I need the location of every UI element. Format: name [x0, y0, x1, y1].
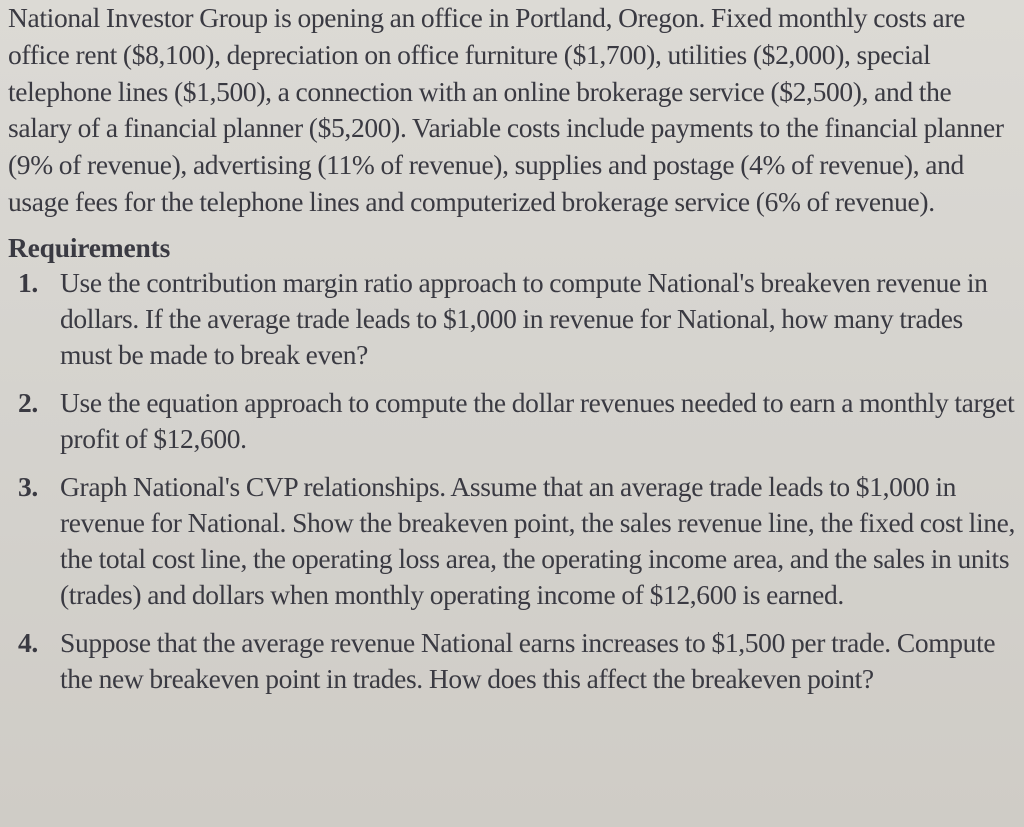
- requirements-heading: Requirements: [8, 231, 171, 263]
- requirement-item-4: [8, 625, 1018, 697]
- requirement-text: Use the contribution margin ratio approach to compute National's breakeven revenue in dollars. If the average trade leads to $1,000 in revenue for National, how many trades must be made to break even?: [60, 266, 988, 370]
- requirement-number: 2.: [18, 386, 38, 418]
- requirements-list: [8, 265, 1018, 697]
- requirement-item-2: [8, 385, 1018, 457]
- problem-intro-paragraph: National Investor Group is opening an office in Portland, Oregon. Fixed monthly costs are office rent ($8,100), depreciation on office furniture ($1,700), utilities ($2,000), special telephone lines ($1,500), a connection with an online brokerage service ($2,500), and the salary of a financial planner ($5,200). Variable costs include payments to the financial planner (9% of revenue), advertising (11% of revenue), supplies and postage (4% of revenue), and usage fees for the telephone lines and computerized brokerage service (6% of revenue).: [8, 2, 1004, 217]
- requirement-number: 4.: [18, 626, 38, 658]
- requirement-item-1: [8, 265, 1018, 373]
- requirement-number: 3.: [18, 470, 38, 502]
- requirement-item-3: [8, 469, 1018, 613]
- requirement-text: Suppose that the average revenue National earns increases to $1,500 per trade. Compute the new breakeven point in trades. How does this affect the breakeven point?: [60, 626, 996, 694]
- requirement-number: 1.: [18, 266, 38, 298]
- requirement-text: Graph National's CVP relationships. Assume that an average trade leads to $1,000 in revenue for National. Show the breakeven point, the sales revenue line, the fixed cost line, the total cost line, the operating loss area, the operating income area, and the sales in units (trades) and dollars when monthly operating income of $12,600 is earned.: [60, 470, 1016, 610]
- requirement-text: Use the equation approach to compute the dollar revenues needed to earn a monthly target profit of $12,600.: [60, 386, 1015, 454]
